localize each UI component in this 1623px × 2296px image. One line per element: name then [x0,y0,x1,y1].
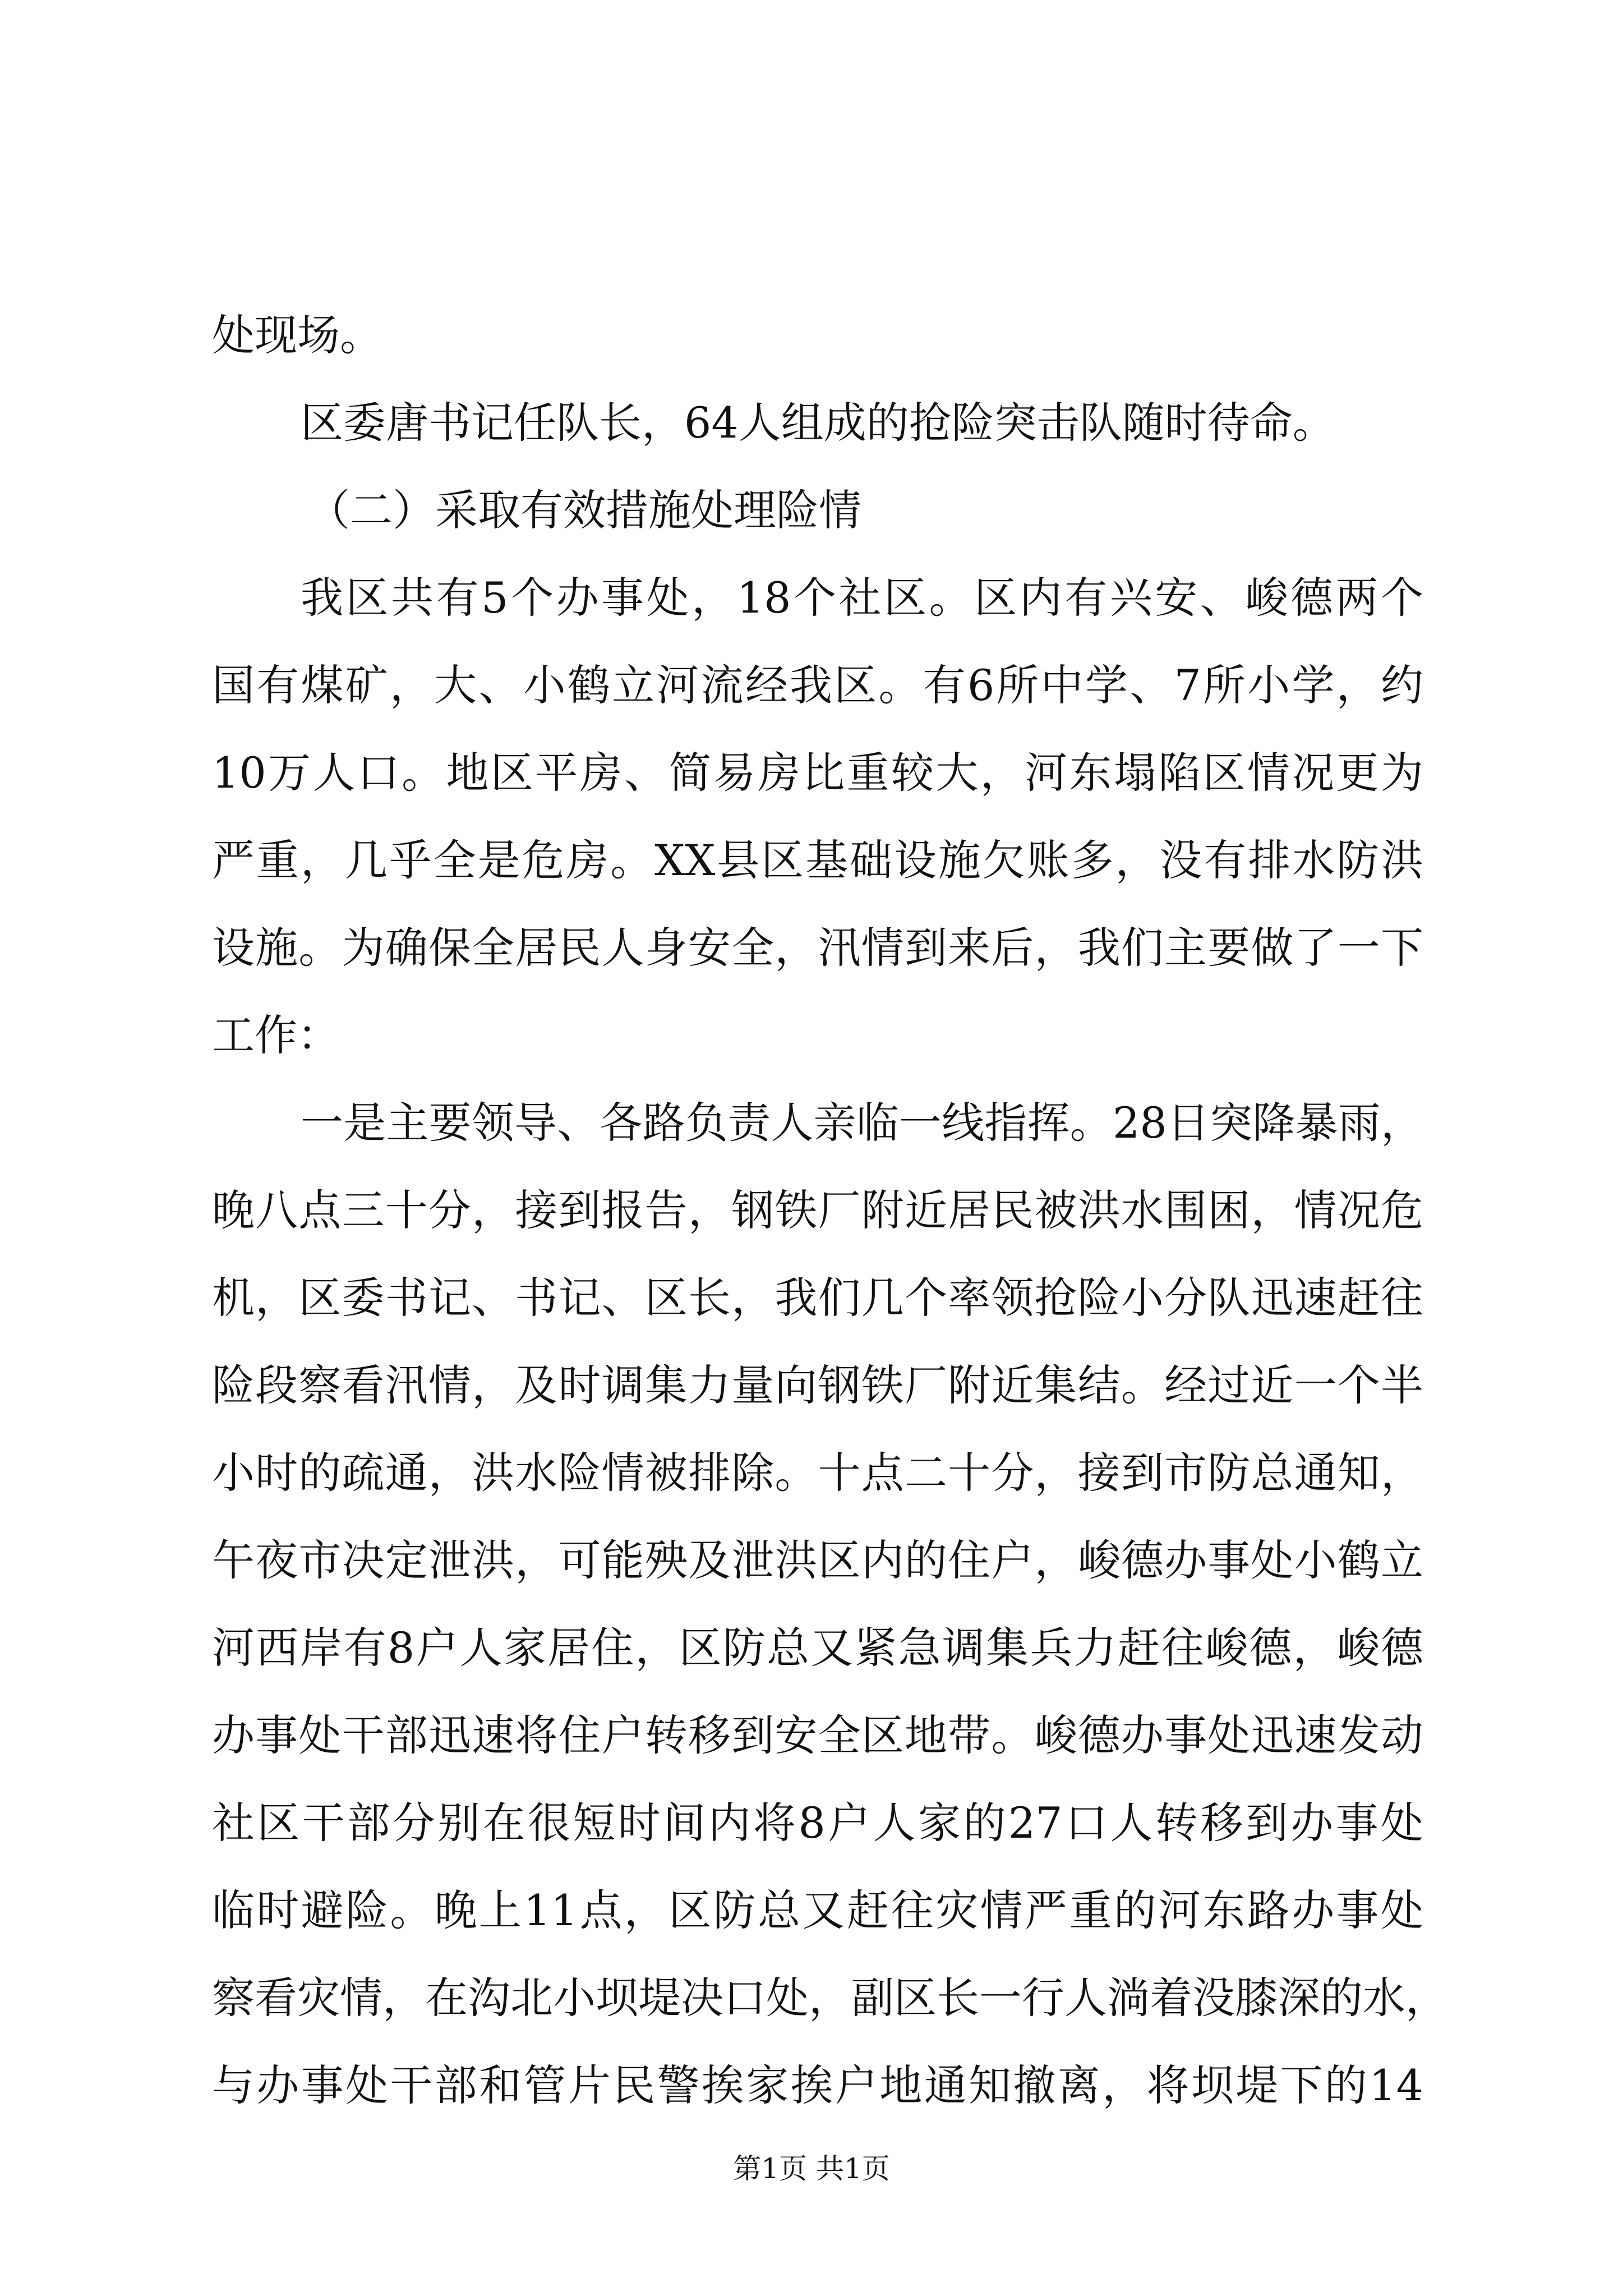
text-line: 察看灾情，在沟北小坝堤决口处，副区长一行人淌着没膝深的水， [212,1973,1448,2023]
text-line: 机，区委书记、书记、区长，我们几个率领抢险小分队迅速赶往 [212,1273,1423,1323]
text-line: 设施。为确保全居民人身安全，汛情到来后，我们主要做了一下 [212,923,1423,973]
text-line: 小时的疏通，洪水险情被排除。十点二十分，接到市防总通知， [212,1448,1423,1498]
page-footer: 第1页 共1页 [733,2152,890,2185]
text-line: 社区干部分别在很短时间内将8户人家的27口人转移到办事处 [212,1798,1423,1848]
text-line: 10万人口。地区平房、简易房比重较大，河东塌陷区情况更为 [212,748,1423,798]
text-line: 临时避险。晚上11点，区防总又赶往灾情严重的河东路办事处 [212,1885,1423,1935]
text-line: 处现场。 [212,310,382,360]
text-line: 与办事处干部和管片民警挨家挨户地通知撤离，将坝堤下的14 [212,2060,1423,2110]
document-body [212,292,1448,2129]
text-line: 险段察看汛情，及时调集力量向钢铁厂附近集结。经过近一个半 [212,1360,1423,1410]
text-line: 一是主要领导、各路负责人亲临一线指挥。28日突降暴雨， [301,1098,1423,1148]
text-line: 午夜市决定泄洪，可能殃及泄洪区内的住户，峻德办事处小鹤立 [212,1535,1423,1585]
text-line: 区委唐书记任队长，64人组成的抢险突击队随时待命。 [301,398,1335,448]
text-line: 工作： [212,1010,340,1060]
text-line: 河西岸有8户人家居住，区防总又紧急调集兵力赶往峻德，峻德 [212,1623,1423,1673]
text-line: 晚八点三十分，接到报告，钢铁厂附近居民被洪水围困，情况危 [212,1185,1423,1235]
text-line: 我区共有5个办事处，18个社区。区内有兴安、峻德两个 [301,573,1423,623]
section-heading: （二）采取有效措施处理险情 [307,485,861,535]
text-line: 国有煤矿，大、小鹤立河流经我区。有6所中学、7所小学，约 [212,660,1423,710]
text-line: 办事处干部迅速将住户转移到安全区地带。峻德办事处迅速发动 [212,1710,1423,1760]
text-line: 严重，几乎全是危房。XX县区基础设施欠账多，没有排水防洪 [212,835,1423,885]
